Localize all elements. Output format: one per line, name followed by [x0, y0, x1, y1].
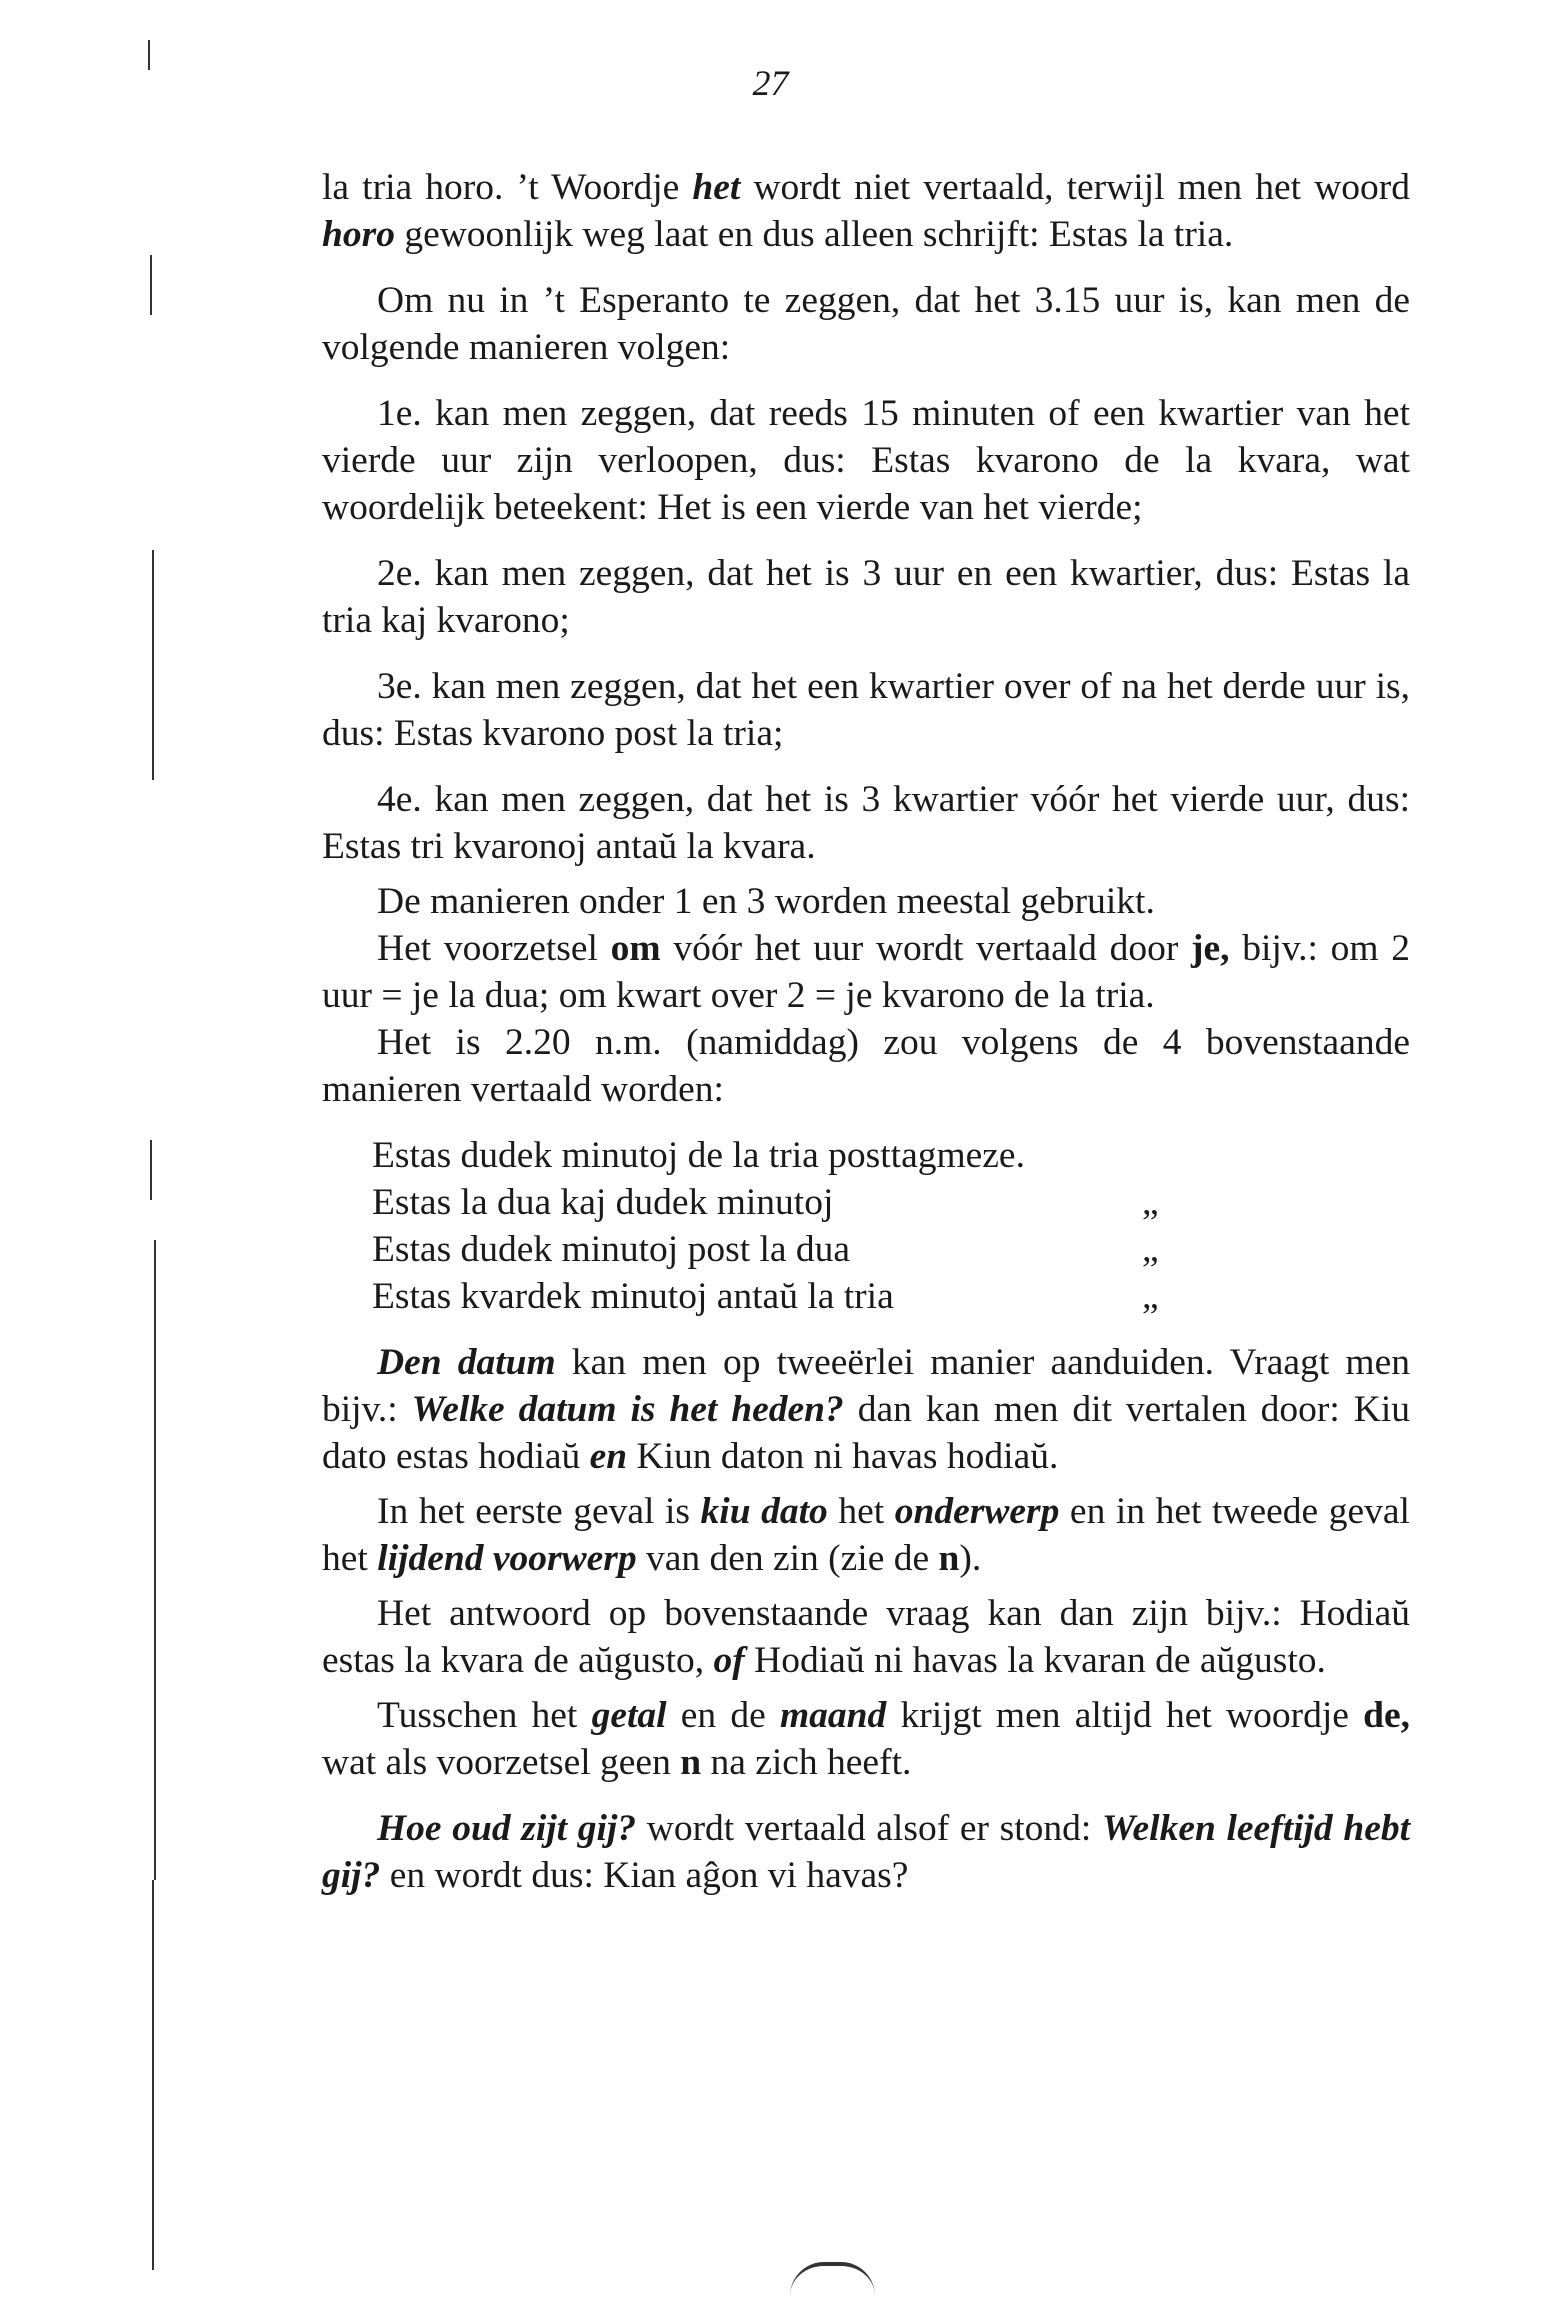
paragraph: Den datum kan men op tweeërlei manier aanduiden. Vraagt men bijv.: Welke datum is het heden? dan kan men dit vertalen door: Kiu dato estas hodiaŭ en Kiun daton ni havas hodiaŭ.: [322, 1342, 1410, 1477]
paragraph: 2e. kan men zeggen, dat het is 3 uur en een kwartier, dus: Estas la tria kaj kvarono;: [322, 553, 1410, 641]
paragraph: 4e. kan men zeggen, dat het is 3 kwartier vóór het vierde uur, dus: Estas tri kvaronoj antaŭ la kvara.: [322, 779, 1410, 867]
example-row: Estas kvardek minutoj antaŭ la tria „: [372, 1276, 1159, 1317]
paragraph: 1e. kan men zeggen, dat reeds 15 minuten of een kwartier van het vierde uur zijn verloopen, dus: Estas kvarono de la kvara, wat woordelijk beteekent: Het is een vierde van het vierde;: [322, 393, 1410, 528]
page-body: [322, 164, 1410, 1899]
paragraph: Tusschen het getal en de maand krijgt men altijd het woordje de, wat als voorzetsel geen n na zich heeft.: [322, 1695, 1410, 1783]
example-row: Estas dudek minutoj de la tria posttagmeze.: [372, 1135, 1025, 1176]
example-row: Estas dudek minutoj post la dua „: [372, 1229, 1159, 1270]
example-row: Estas la dua kaj dudek minutoj „: [372, 1182, 1159, 1223]
paragraph: Het is 2.20 n.m. (namiddag) zou volgens de 4 bovenstaande manieren vertaald worden:: [322, 1022, 1410, 1110]
paragraph: De manieren onder 1 en 3 worden meestal gebruikt.: [377, 881, 1155, 922]
paragraph: Het voorzetsel om vóór het uur wordt vertaald door je, bijv.: om 2 uur = je la dua; om kwart over 2 = je kvarono de la tria.: [322, 928, 1410, 1016]
printer-mark: [790, 2262, 875, 2296]
paragraph: Het antwoord op bovenstaande vraag kan dan zijn bijv.: Hodiaŭ estas la kvara de aŭgusto, of Hodiaŭ ni havas la kvaran de aŭgusto.: [322, 1593, 1410, 1681]
page-number: 27: [752, 63, 789, 103]
example-list: [372, 1132, 1410, 1320]
paragraph: la tria horo. ’t Woordje het wordt niet vertaald, terwijl men het woord horo gewoonlijk weg laat en dus alleen schrijft: Estas la tria.: [322, 167, 1411, 255]
paragraph: 3e. kan men zeggen, dat het een kwartier over of na het derde uur is, dus: Estas kvarono post la tria;: [322, 666, 1410, 754]
paragraph: Hoe oud zijt gij? wordt vertaald alsof er stond: Welken leeftijd hebt gij? en wordt dus: Kian aĝon vi havas?: [322, 1808, 1411, 1896]
paragraph: In het eerste geval is kiu dato het onderwerp en in het tweede geval het lijdend voorwerp van den zin (zie de n).: [322, 1491, 1410, 1579]
margin-marks: [120, 40, 180, 2300]
paragraph: Om nu in ’t Esperanto te zeggen, dat het 3.15 uur is, kan men de volgende manieren volgen:: [322, 280, 1410, 368]
